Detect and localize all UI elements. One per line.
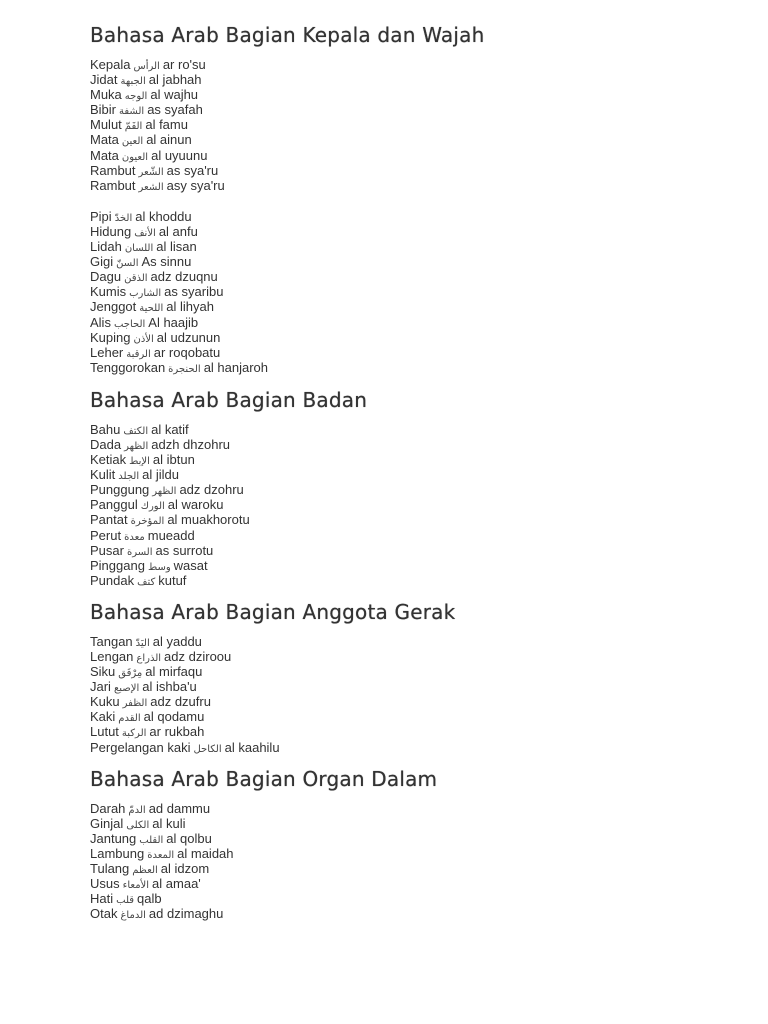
- document-page: [90, 22, 710, 921]
- arabic-word: الشعر: [138, 181, 164, 193]
- vocab-row: [90, 512, 710, 527]
- transliteration: al famu: [145, 117, 188, 133]
- arabic-word: الخدّ: [114, 212, 133, 224]
- arabic-word: الكاحل: [193, 743, 222, 755]
- arabic-word: الورك: [140, 501, 165, 513]
- arabic-word: الجلد: [118, 471, 140, 483]
- arabic-word: العين: [121, 136, 144, 148]
- indonesian-word: Lidah: [90, 239, 122, 255]
- transliteration: al katif: [151, 421, 189, 437]
- indonesian-word: Tangan: [90, 633, 133, 649]
- indonesian-word: Gigi: [90, 254, 114, 270]
- indonesian-word: Mulut: [90, 117, 122, 133]
- arabic-word: الظهر: [152, 486, 177, 498]
- transliteration: al mirfaqu: [145, 664, 203, 680]
- vocab-list: [90, 801, 710, 922]
- transliteration: al khoddu: [135, 208, 192, 224]
- arabic-word: الأنف: [134, 227, 156, 239]
- indonesian-word: Kaki: [90, 709, 116, 725]
- vocab-row: [90, 345, 710, 360]
- arabic-word: الشفة: [119, 106, 145, 118]
- indonesian-word: Rambut: [90, 177, 136, 193]
- vocab-row: [90, 102, 710, 117]
- transliteration: ad dzimaghu: [148, 906, 224, 922]
- arabic-word: الحاجب: [113, 318, 146, 330]
- arabic-word: قلب: [116, 895, 135, 907]
- vocab-row: [90, 482, 710, 497]
- indonesian-word: Jantung: [90, 830, 137, 846]
- indonesian-word: Hati: [90, 891, 114, 907]
- transliteration: Al haajib: [148, 314, 199, 330]
- arabic-word: السرة: [126, 546, 153, 558]
- indonesian-word: Pusar: [90, 542, 124, 558]
- transliteration: al uyuunu: [151, 147, 208, 163]
- indonesian-word: Siku: [90, 664, 116, 680]
- transliteration: al maidah: [177, 845, 234, 861]
- vocab-row: [90, 497, 710, 512]
- vocab-row: [90, 437, 710, 452]
- arabic-word: كتف: [137, 576, 156, 588]
- arabic-word: الظفر: [122, 698, 148, 710]
- vocab-row: [90, 467, 710, 482]
- indonesian-word: Perut: [90, 527, 122, 543]
- vocab-row: [90, 117, 710, 132]
- arabic-word: العيون: [121, 151, 149, 163]
- indonesian-word: Jenggot: [90, 299, 137, 315]
- vocab-row: [90, 801, 710, 816]
- transliteration: adz dziroou: [164, 649, 232, 664]
- transliteration: wasat: [173, 557, 208, 573]
- indonesian-word: Pergelangan kaki: [90, 739, 191, 755]
- vocab-row: [90, 573, 710, 588]
- transliteration: al qolbu: [166, 830, 212, 846]
- indonesian-word: Tulang: [90, 861, 130, 877]
- transliteration: al amaa': [152, 876, 201, 892]
- transliteration: mueadd: [147, 527, 195, 543]
- vocab-row: [90, 694, 710, 709]
- vocab-list: [90, 634, 710, 755]
- transliteration: al qodamu: [143, 709, 205, 725]
- vocab-row: [90, 132, 710, 147]
- vocab-row: [90, 299, 710, 314]
- indonesian-word: Kuping: [90, 329, 131, 345]
- arabic-word: الظهر: [124, 440, 149, 452]
- vocab-row: [90, 360, 710, 375]
- section-organ-dalam: [90, 766, 710, 922]
- indonesian-word: Jidat: [90, 72, 118, 88]
- transliteration: As sinnu: [141, 254, 192, 270]
- transliteration: adz dzufru: [150, 694, 211, 710]
- indonesian-word: Lambung: [90, 845, 145, 861]
- transliteration: al hanjaroh: [203, 359, 269, 375]
- vocab-row: [90, 422, 710, 437]
- transliteration: as syaribu: [164, 284, 224, 300]
- vocab-row: [90, 315, 710, 330]
- arabic-word: الشّعر: [138, 166, 164, 178]
- indonesian-word: Kumis: [90, 284, 127, 300]
- arabic-word: القدم: [118, 713, 141, 725]
- section-title: Bahasa Arab Bagian Anggota Gerak: [90, 599, 456, 624]
- vocab-row: [90, 906, 710, 921]
- vocab-row: [90, 709, 710, 724]
- indonesian-word: Alis: [90, 314, 111, 330]
- arabic-word: العظم: [132, 865, 158, 877]
- indonesian-word: Mata: [90, 132, 119, 148]
- transliteration: al jabhah: [148, 72, 202, 88]
- vocab-row: [90, 178, 710, 193]
- blank-line: [90, 193, 710, 209]
- indonesian-word: Otak: [90, 906, 118, 922]
- indonesian-word: Panggul: [90, 497, 138, 513]
- indonesian-word: Kulit: [90, 467, 116, 483]
- transliteration: as surrotu: [155, 542, 214, 558]
- arabic-word: اللحية: [139, 303, 164, 315]
- arabic-word: المؤخرة: [130, 516, 165, 528]
- indonesian-word: Bibir: [90, 102, 117, 118]
- vocab-row: [90, 740, 710, 755]
- arabic-word: الذقن: [124, 273, 148, 285]
- indonesian-word: Hidung: [90, 223, 132, 239]
- vocab-row: [90, 224, 710, 239]
- arabic-word: الإبط: [129, 456, 150, 468]
- transliteration: al wajhu: [150, 87, 199, 103]
- transliteration: ar rukbah: [149, 724, 205, 740]
- transliteration: al kaahilu: [224, 739, 280, 755]
- vocab-row: [90, 452, 710, 467]
- arabic-word: الأمعاء: [122, 880, 150, 892]
- arabic-word: الكلى: [126, 819, 150, 831]
- transliteration: ar roqobatu: [153, 344, 221, 360]
- section-title: Bahasa Arab Bagian Kepala dan Wajah: [90, 23, 485, 47]
- arabic-word: الحنجرة: [168, 363, 201, 375]
- vocab-list: [90, 422, 710, 588]
- indonesian-word: Lengan: [90, 649, 134, 664]
- transliteration: al waroku: [167, 497, 224, 513]
- transliteration: al idzom: [160, 861, 210, 877]
- arabic-word: الرقبة: [126, 348, 151, 360]
- vocab-row: [90, 269, 710, 284]
- arabic-word: الذراع: [136, 653, 162, 664]
- transliteration: adz dzohru: [179, 482, 244, 498]
- indonesian-word: Kuku: [90, 694, 120, 710]
- arabic-word: الإصبع: [113, 683, 140, 695]
- vocab-row: [90, 163, 710, 178]
- arabic-word: وسط: [147, 561, 171, 573]
- vocab-row: [90, 634, 710, 649]
- arabic-word: الدماغ: [120, 910, 146, 922]
- vocab-row: [90, 649, 710, 664]
- vocab-row: [90, 664, 710, 679]
- vocab-row: [90, 876, 710, 891]
- indonesian-word: Pinggang: [90, 557, 145, 573]
- indonesian-word: Jari: [90, 679, 111, 695]
- arabic-word: الكتف: [123, 425, 149, 437]
- vocab-row: [90, 148, 710, 163]
- vocab-row: [90, 254, 710, 269]
- transliteration: ar ro'su: [162, 57, 206, 72]
- arabic-word: الجبهة: [120, 76, 146, 88]
- arabic-word: اليَدّ: [135, 637, 150, 649]
- vocab-row: [90, 87, 710, 102]
- arabic-word: الشارب: [129, 288, 162, 300]
- vocab-list: [90, 57, 710, 193]
- transliteration: al lihyah: [166, 299, 214, 315]
- vocab-row: [90, 330, 710, 345]
- section-title: Bahasa Arab Bagian Organ Dalam: [90, 766, 438, 791]
- arabic-word: الأذن: [133, 333, 154, 345]
- vocab-row: [90, 679, 710, 694]
- indonesian-word: Usus: [90, 876, 120, 892]
- transliteration: al ibtun: [152, 452, 195, 468]
- arabic-word: الدمّ: [128, 804, 146, 816]
- transliteration: al kuli: [152, 815, 186, 831]
- section-title: Bahasa Arab Bagian Badan: [90, 387, 368, 412]
- indonesian-word: Dada: [90, 436, 122, 452]
- vocab-row: [90, 543, 710, 558]
- arabic-word: معدة: [124, 531, 145, 543]
- transliteration: qalb: [137, 891, 162, 907]
- indonesian-word: Pantat: [90, 512, 128, 528]
- transliteration: asy sya'ru: [166, 177, 225, 193]
- transliteration: kutuf: [158, 572, 187, 588]
- vocab-row: [90, 558, 710, 573]
- indonesian-word: Punggung: [90, 482, 150, 498]
- vocab-row: [90, 57, 710, 72]
- transliteration: al muakhorotu: [167, 512, 250, 528]
- indonesian-word: Pipi: [90, 208, 112, 224]
- transliteration: al ainun: [146, 132, 192, 148]
- arabic-word: مِرْفَق: [118, 668, 143, 680]
- arabic-word: الركبة: [121, 728, 147, 740]
- transliteration: al udzunun: [156, 329, 221, 345]
- arabic-word: الوجه: [124, 91, 148, 103]
- vocab-row: [90, 831, 710, 846]
- indonesian-word: Ketiak: [90, 452, 127, 468]
- vocab-list: [90, 209, 710, 375]
- indonesian-word: Lutut: [90, 724, 119, 740]
- transliteration: al jildu: [142, 467, 179, 483]
- indonesian-word: Dagu: [90, 269, 122, 285]
- indonesian-word: Bahu: [90, 421, 121, 437]
- vocab-row: [90, 846, 710, 861]
- transliteration: adz dzuqnu: [150, 269, 218, 285]
- transliteration: al anfu: [158, 223, 198, 239]
- arabic-word: الفَمّ: [124, 121, 143, 133]
- indonesian-word: Ginjal: [90, 815, 124, 831]
- transliteration: al ishba'u: [142, 679, 197, 695]
- indonesian-word: Pundak: [90, 572, 135, 588]
- vocab-row: [90, 816, 710, 831]
- arabic-word: السنّ: [116, 258, 139, 270]
- transliteration: adzh dhzohru: [151, 436, 231, 452]
- arabic-word: اللسان: [124, 243, 154, 255]
- section-anggota-gerak: [90, 599, 710, 755]
- vocab-row: [90, 239, 710, 254]
- transliteration: as sya'ru: [166, 162, 219, 178]
- indonesian-word: Rambut: [90, 162, 136, 178]
- section-kepala-wajah: [90, 22, 710, 375]
- vocab-row: [90, 891, 710, 906]
- arabic-word: الرأس: [133, 61, 160, 72]
- vocab-row: [90, 209, 710, 224]
- transliteration: al lisan: [156, 239, 197, 255]
- transliteration: as syafah: [147, 102, 203, 118]
- vocab-row: [90, 72, 710, 87]
- indonesian-word: Darah: [90, 800, 126, 816]
- arabic-word: المعدة: [147, 849, 175, 861]
- transliteration: ad dammu: [148, 800, 211, 816]
- indonesian-word: Tenggorokan: [90, 359, 166, 375]
- indonesian-word: Mata: [90, 147, 119, 163]
- transliteration: al yaddu: [152, 633, 202, 649]
- vocab-row: [90, 528, 710, 543]
- arabic-word: القلب: [139, 834, 164, 846]
- section-badan: [90, 387, 710, 588]
- vocab-row: [90, 861, 710, 876]
- indonesian-word: Leher: [90, 344, 124, 360]
- indonesian-word: Kepala: [90, 57, 131, 72]
- indonesian-word: Muka: [90, 87, 122, 103]
- vocab-row: [90, 284, 710, 299]
- vocab-row: [90, 724, 710, 739]
